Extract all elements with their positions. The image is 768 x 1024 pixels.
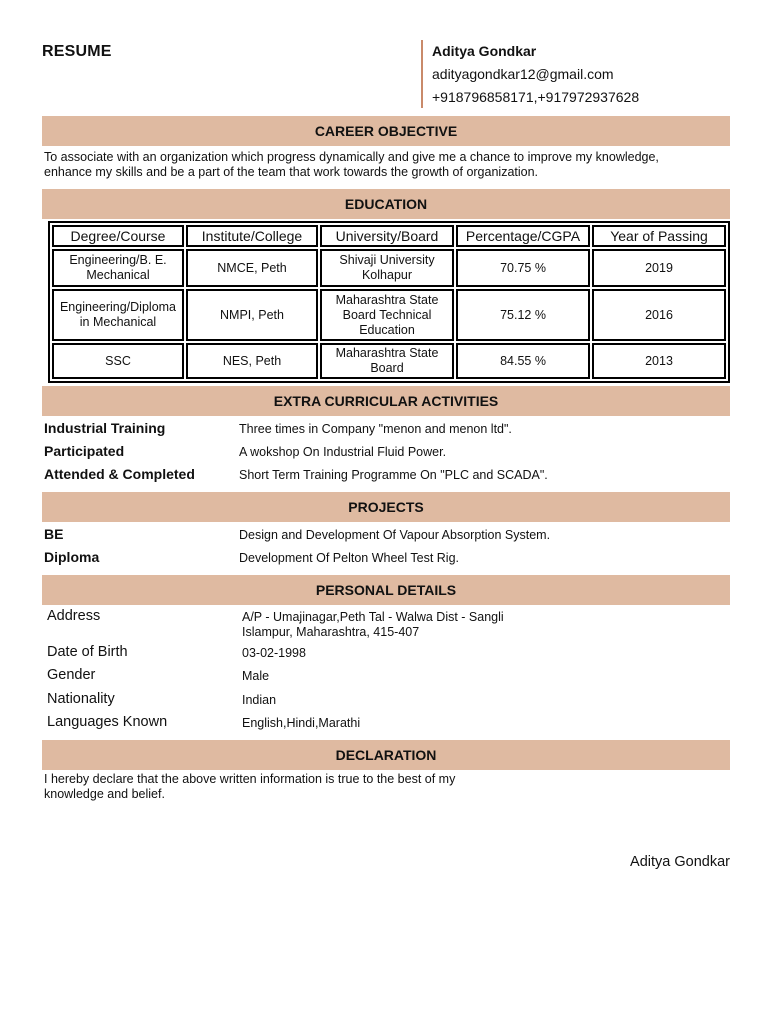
cell-institute: NMCE, Peth [186, 249, 318, 287]
cell-percentage: 84.55 % [456, 343, 590, 379]
cell-year: 2013 [592, 343, 726, 379]
list-item [44, 420, 734, 440]
education-header-row [52, 225, 726, 247]
extra-curricular-heading: EXTRA CURRICULAR ACTIVITIES [42, 386, 730, 416]
nationality-label: Nationality [47, 691, 115, 707]
career-objective-line-1: To associate with an organization which progress dynamically and give me a chance to improve my knowledge, [44, 150, 659, 164]
declaration-line-1: I hereby declare that the above written information is true to the best of my [44, 772, 456, 786]
cell-institute: NMPI, Peth [186, 289, 318, 341]
nationality-value: Indian [242, 693, 277, 707]
cell-degree: Engineering/Diploma in Mechanical [52, 289, 184, 341]
col-header-institute: Institute/College [186, 225, 318, 247]
list-item [44, 526, 734, 546]
col-header-year: Year of Passing [592, 225, 726, 247]
cell-degree: Engineering/B. E. Mechanical [52, 249, 184, 287]
activity-value: A wokshop On Industrial Fluid Power. [239, 445, 447, 459]
cell-degree: SSC [52, 343, 184, 379]
address-label: Address [47, 608, 101, 624]
list-item [44, 466, 734, 486]
career-objective-text [44, 150, 659, 180]
list-item [44, 549, 734, 569]
gender-label: Gender [47, 667, 96, 683]
table-row [52, 249, 726, 287]
col-header-percentage: Percentage/CGPA [456, 225, 590, 247]
cell-board: Maharashtra State Board [320, 343, 454, 379]
contact-block [421, 40, 639, 108]
declaration-text [44, 772, 455, 802]
col-header-board: University/Board [320, 225, 454, 247]
address-line-1: A/P - Umajinagar,Peth Tal - Walwa Dist - Sangli [242, 610, 504, 624]
project-label: BE [44, 526, 64, 542]
career-objective-line-2: enhance my skills and be a part of the team that work towards the growth of organization. [44, 165, 539, 179]
activity-value: Three times in Company "menon and menon ltd". [239, 422, 512, 436]
address-value [242, 610, 504, 640]
phone-text: +918796858171,+917972937628 [432, 89, 640, 105]
languages-label: Languages Known [47, 714, 168, 730]
cell-institute: NES, Peth [186, 343, 318, 379]
activity-label: Industrial Training [44, 420, 166, 436]
table-row [52, 289, 726, 341]
career-objective-heading: CAREER OBJECTIVE [42, 116, 730, 146]
cell-year: 2016 [592, 289, 726, 341]
cell-percentage: 70.75 % [456, 249, 590, 287]
education-heading: EDUCATION [42, 189, 730, 219]
cell-board: Shivaji University Kolhapur [320, 249, 454, 287]
table-row [52, 343, 726, 379]
languages-value: English,Hindi,Marathi [242, 716, 361, 730]
candidate-name: Aditya Gondkar [432, 43, 537, 59]
declaration-heading: DECLARATION [42, 740, 730, 770]
project-label: Diploma [44, 549, 100, 565]
personal-details-heading: PERSONAL DETAILS [42, 575, 730, 605]
activity-label: Participated [44, 443, 125, 459]
address-line-2: Islampur, Maharashtra, 415-407 [242, 625, 420, 639]
gender-value: Male [242, 669, 270, 683]
projects-heading: PROJECTS [42, 492, 730, 522]
dob-value: 03-02-1998 [242, 646, 306, 660]
list-item [44, 443, 734, 463]
cell-percentage: 75.12 % [456, 289, 590, 341]
resume-title: RESUME [42, 43, 112, 60]
activity-label: Attended & Completed [44, 466, 195, 482]
activity-value: Short Term Training Programme On "PLC and SCADA". [239, 468, 548, 482]
cell-year: 2019 [592, 249, 726, 287]
cell-board: Maharashtra State Board Technical Education [320, 289, 454, 341]
dob-label: Date of Birth [47, 644, 128, 660]
declaration-line-2: knowledge and belief. [44, 787, 165, 801]
signature-name: Aditya Gondkar [630, 854, 730, 870]
email-text: adityagondkar12@gmail.com [432, 66, 614, 82]
col-header-degree: Degree/Course [52, 225, 184, 247]
project-value: Development Of Pelton Wheel Test Rig. [239, 551, 460, 565]
education-table [48, 221, 730, 378]
project-value: Design and Development Of Vapour Absorption System. [239, 528, 551, 542]
